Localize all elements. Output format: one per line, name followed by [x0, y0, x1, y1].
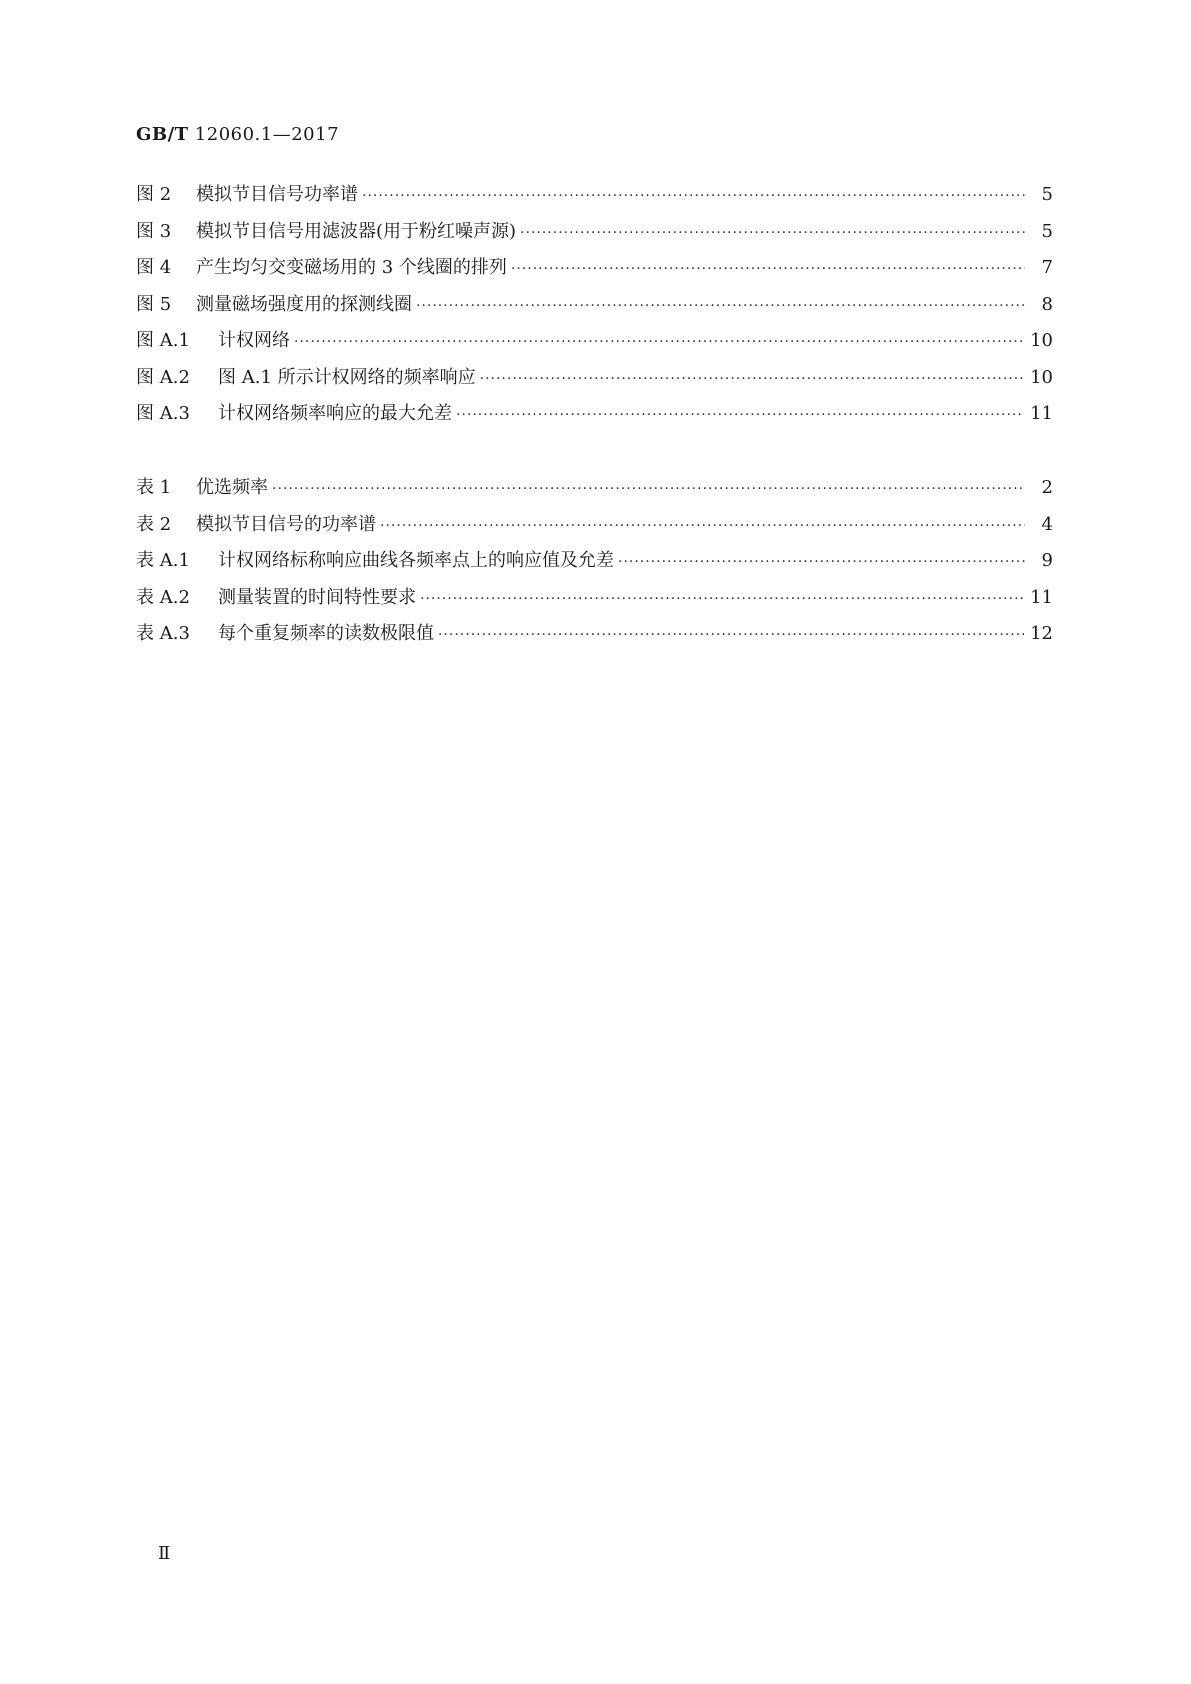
standard-number: 12060.1—2017	[194, 124, 340, 145]
entry-page: 4	[1041, 513, 1053, 535]
dot-leader	[294, 334, 1024, 350]
entry-page: 8	[1041, 293, 1053, 315]
entry-page: 10	[1030, 366, 1053, 388]
entry-label: 图 5	[136, 293, 172, 315]
entry-title: 测量磁场强度用的探测线圈	[196, 293, 412, 315]
entry-page: 5	[1041, 184, 1053, 205]
figure-list	[136, 180, 1053, 436]
entry-page: 5	[1041, 220, 1053, 242]
dot-leader	[380, 518, 1025, 534]
entry-page: 10	[1030, 330, 1053, 351]
table-list	[136, 473, 1053, 656]
entry-title: 模拟节目信号用滤波器(用于粉红噪声源)	[196, 220, 517, 242]
toc-entry-table[interactable]	[136, 510, 1053, 547]
entry-label: 表 1	[136, 477, 172, 498]
toc-entry-figure[interactable]	[136, 180, 1053, 217]
entry-title: 图 A.1 所示计权网络的频率响应	[218, 366, 476, 388]
entry-label: 图 A.1	[136, 330, 190, 351]
entry-title: 产生均匀交变磁场用的 3 个线圈的排列	[196, 257, 507, 278]
toc-entry-figure[interactable]	[136, 363, 1053, 400]
entry-page: 7	[1041, 257, 1053, 278]
entry-page: 2	[1041, 477, 1053, 498]
dot-leader	[362, 188, 1025, 204]
dot-leader	[416, 298, 1025, 314]
toc-entry-table[interactable]	[136, 546, 1053, 583]
dot-leader	[520, 225, 1025, 241]
toc-entry-figure[interactable]	[136, 217, 1053, 254]
dot-leader	[511, 261, 1025, 277]
toc-entry-table[interactable]	[136, 583, 1053, 620]
toc-entry-table[interactable]	[136, 473, 1053, 510]
entry-page: 11	[1030, 403, 1053, 424]
entry-title: 模拟节目信号的功率谱	[196, 513, 376, 535]
entry-label: 表 A.2	[136, 586, 190, 608]
entry-title: 测量装置的时间特性要求	[218, 586, 416, 608]
toc-entry-figure[interactable]	[136, 326, 1053, 363]
dot-leader	[272, 481, 1025, 497]
entry-label: 图 A.3	[136, 403, 190, 424]
entry-label: 图 4	[136, 257, 172, 278]
dot-leader	[438, 627, 1024, 643]
toc-entry-table[interactable]	[136, 619, 1053, 656]
entry-title: 优选频率	[196, 477, 268, 498]
dot-leader	[420, 591, 1024, 607]
page-number: Ⅱ	[158, 1543, 171, 1564]
dot-leader	[456, 407, 1024, 423]
standard-header	[136, 124, 339, 145]
entry-label: 图 2	[136, 184, 172, 205]
entry-title: 计权网络标称响应曲线各频率点上的响应值及允差	[218, 550, 614, 571]
entry-title: 计权网络频率响应的最大允差	[218, 403, 452, 424]
entry-title: 每个重复频率的读数极限值	[218, 623, 434, 644]
entry-label: 图 3	[136, 220, 172, 242]
entry-label: 表 A.3	[136, 623, 190, 644]
entry-page: 12	[1030, 623, 1053, 644]
entry-page: 11	[1030, 586, 1053, 608]
entry-title: 模拟节目信号功率谱	[196, 184, 358, 205]
standard-prefix: GB/T	[136, 124, 189, 145]
entry-label: 表 A.1	[136, 550, 190, 571]
entry-label: 表 2	[136, 513, 172, 535]
toc-entry-figure[interactable]	[136, 253, 1053, 290]
entry-title: 计权网络	[218, 330, 290, 351]
dot-leader	[480, 371, 1024, 387]
toc-entry-figure[interactable]	[136, 399, 1053, 436]
dot-leader	[618, 554, 1025, 570]
toc-entry-figure[interactable]	[136, 290, 1053, 327]
entry-page: 9	[1041, 550, 1053, 571]
entry-label: 图 A.2	[136, 366, 190, 388]
